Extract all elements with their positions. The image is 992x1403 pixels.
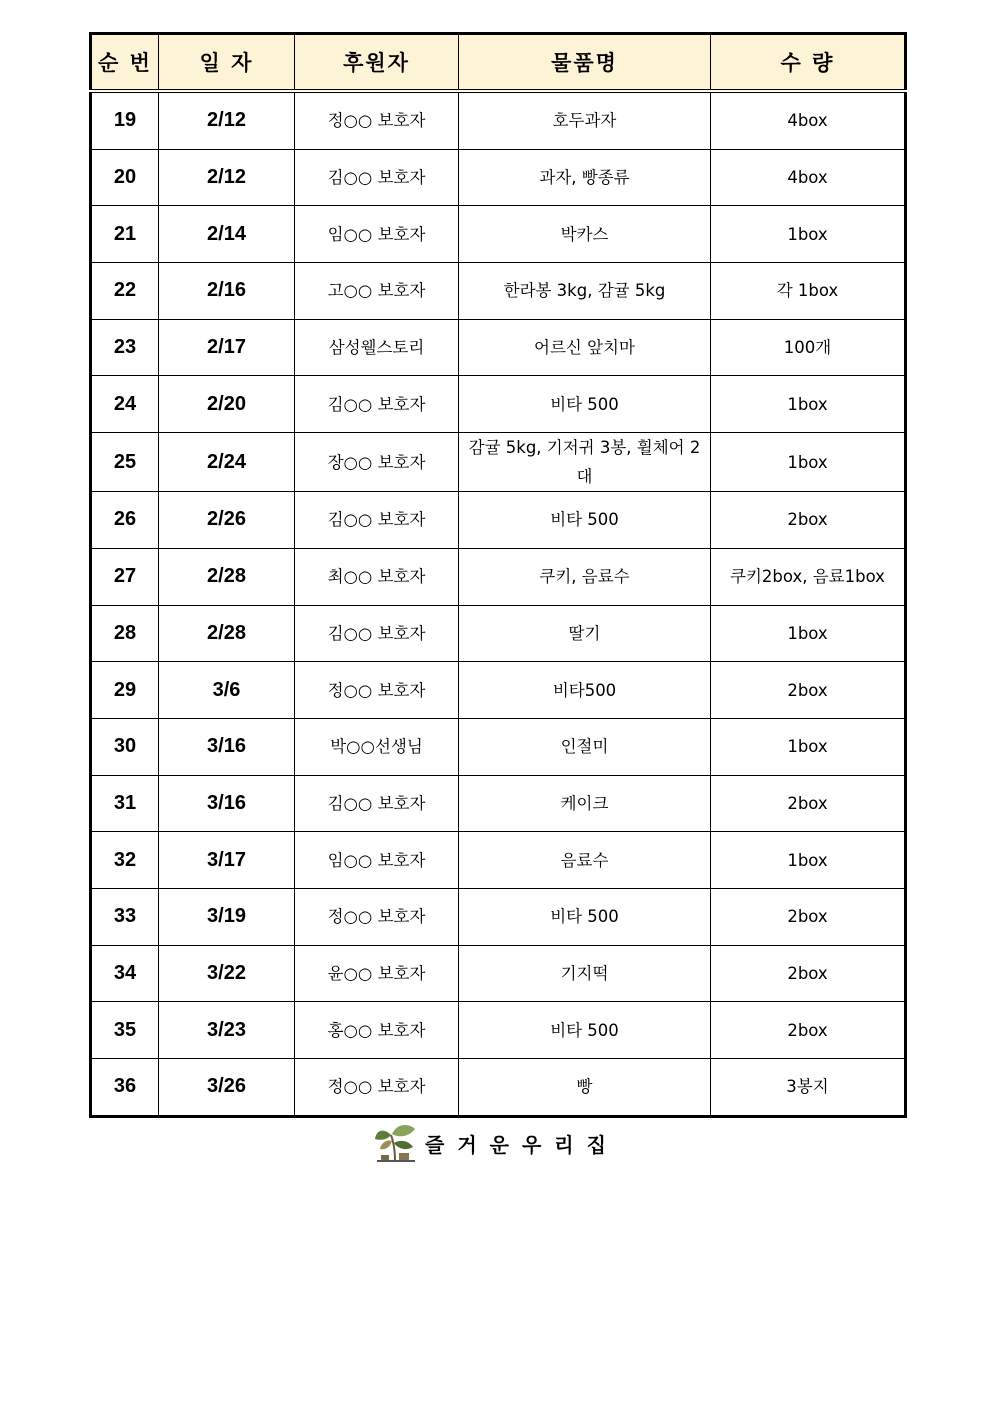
row-quantity: 1box	[711, 718, 906, 775]
row-donor: 최○○ 보호자	[295, 548, 459, 605]
row-date: 2/26	[159, 492, 295, 549]
row-donor: 정○○ 보호자	[295, 91, 459, 149]
table-body	[91, 91, 906, 1116]
row-date: 2/16	[159, 263, 295, 320]
row-donor: 김○○ 보호자	[295, 775, 459, 832]
table-row	[91, 149, 906, 206]
table-row	[91, 319, 906, 376]
row-item: 박카스	[459, 206, 711, 263]
header-number: 순 번	[91, 34, 159, 92]
row-quantity: 2box	[711, 775, 906, 832]
row-donor: 정○○ 보호자	[295, 662, 459, 719]
row-donor: 장○○ 보호자	[295, 433, 459, 492]
row-quantity: 각 1box	[711, 263, 906, 320]
row-number: 26	[91, 492, 159, 549]
header-quantity: 수 량	[711, 34, 906, 92]
row-donor: 임○○ 보호자	[295, 206, 459, 263]
row-date: 2/28	[159, 548, 295, 605]
row-date: 3/16	[159, 718, 295, 775]
row-number: 33	[91, 888, 159, 945]
table-row	[91, 605, 906, 662]
row-date: 2/12	[159, 149, 295, 206]
row-item: 빵	[459, 1059, 711, 1117]
row-date: 3/26	[159, 1059, 295, 1117]
row-item: 비타500	[459, 662, 711, 719]
row-date: 2/14	[159, 206, 295, 263]
row-date: 2/17	[159, 319, 295, 376]
table-row	[91, 263, 906, 320]
row-item: 인절미	[459, 718, 711, 775]
row-quantity: 4box	[711, 91, 906, 149]
row-donor: 윤○○ 보호자	[295, 945, 459, 1002]
row-donor: 정○○ 보호자	[295, 1059, 459, 1117]
row-number: 21	[91, 206, 159, 263]
row-number: 20	[91, 149, 159, 206]
table-row	[91, 1002, 906, 1059]
row-number: 32	[91, 832, 159, 889]
row-quantity: 2box	[711, 1002, 906, 1059]
table-row	[91, 775, 906, 832]
footer	[0, 1120, 992, 1166]
row-quantity: 4box	[711, 149, 906, 206]
row-number: 36	[91, 1059, 159, 1117]
row-date: 3/17	[159, 832, 295, 889]
table-row	[91, 91, 906, 149]
row-number: 34	[91, 945, 159, 1002]
table-row	[91, 718, 906, 775]
row-donor: 김○○ 보호자	[295, 605, 459, 662]
row-date: 3/6	[159, 662, 295, 719]
row-quantity: 1box	[711, 605, 906, 662]
row-item: 케이크	[459, 775, 711, 832]
row-date: 3/23	[159, 1002, 295, 1059]
row-date: 2/24	[159, 433, 295, 492]
row-quantity: 1box	[711, 433, 906, 492]
row-donor: 김○○ 보호자	[295, 376, 459, 433]
row-quantity: 1box	[711, 832, 906, 889]
row-item: 감귤 5kg, 기저귀 3봉, 휠체어 2대	[459, 433, 711, 492]
row-donor: 홍○○ 보호자	[295, 1002, 459, 1059]
row-donor: 박○○선생님	[295, 718, 459, 775]
row-quantity: 1box	[711, 206, 906, 263]
row-item: 비타 500	[459, 492, 711, 549]
table-row	[91, 832, 906, 889]
org-name: 즐거운우리집	[425, 1132, 619, 1157]
row-donor: 정○○ 보호자	[295, 888, 459, 945]
row-date: 3/22	[159, 945, 295, 1002]
row-date: 3/16	[159, 775, 295, 832]
row-item: 비타 500	[459, 888, 711, 945]
row-donor: 고○○ 보호자	[295, 263, 459, 320]
row-number: 23	[91, 319, 159, 376]
row-number: 22	[91, 263, 159, 320]
row-item: 딸기	[459, 605, 711, 662]
row-quantity: 쿠키2box, 음료1box	[711, 548, 906, 605]
row-item: 과자, 빵종류	[459, 149, 711, 206]
row-donor: 김○○ 보호자	[295, 492, 459, 549]
row-number: 29	[91, 662, 159, 719]
row-quantity: 2box	[711, 662, 906, 719]
row-quantity: 2box	[711, 888, 906, 945]
row-number: 31	[91, 775, 159, 832]
table-row	[91, 376, 906, 433]
table-row	[91, 206, 906, 263]
row-donor: 삼성웰스토리	[295, 319, 459, 376]
row-number: 27	[91, 548, 159, 605]
row-item: 호두과자	[459, 91, 711, 149]
row-number: 19	[91, 91, 159, 149]
row-number: 28	[91, 605, 159, 662]
row-date: 3/19	[159, 888, 295, 945]
header-row	[91, 34, 906, 92]
row-number: 30	[91, 718, 159, 775]
row-donor: 임○○ 보호자	[295, 832, 459, 889]
row-donor: 김○○ 보호자	[295, 149, 459, 206]
row-item: 비타 500	[459, 376, 711, 433]
row-quantity: 2box	[711, 492, 906, 549]
row-item: 한라봉 3kg, 감귤 5kg	[459, 263, 711, 320]
donation-table	[89, 32, 907, 1118]
plant-logo-icon	[373, 1121, 419, 1165]
row-date: 2/12	[159, 91, 295, 149]
row-quantity: 2box	[711, 945, 906, 1002]
row-date: 2/20	[159, 376, 295, 433]
table-row	[91, 433, 906, 492]
row-item: 어르신 앞치마	[459, 319, 711, 376]
row-item: 쿠키, 음료수	[459, 548, 711, 605]
table-row	[91, 1059, 906, 1117]
table-row	[91, 662, 906, 719]
row-item: 비타 500	[459, 1002, 711, 1059]
row-item: 기지떡	[459, 945, 711, 1002]
row-quantity: 1box	[711, 376, 906, 433]
header-date: 일 자	[159, 34, 295, 92]
header-item: 물품명	[459, 34, 711, 92]
donation-list	[89, 32, 904, 1118]
table-header	[91, 34, 906, 92]
row-number: 24	[91, 376, 159, 433]
table-row	[91, 888, 906, 945]
row-number: 35	[91, 1002, 159, 1059]
row-quantity: 100개	[711, 319, 906, 376]
table-row	[91, 548, 906, 605]
row-item: 음료수	[459, 832, 711, 889]
header-donor: 후원자	[295, 34, 459, 92]
row-number: 25	[91, 433, 159, 492]
table-row	[91, 492, 906, 549]
table-row	[91, 945, 906, 1002]
row-quantity: 3봉지	[711, 1059, 906, 1117]
row-date: 2/28	[159, 605, 295, 662]
